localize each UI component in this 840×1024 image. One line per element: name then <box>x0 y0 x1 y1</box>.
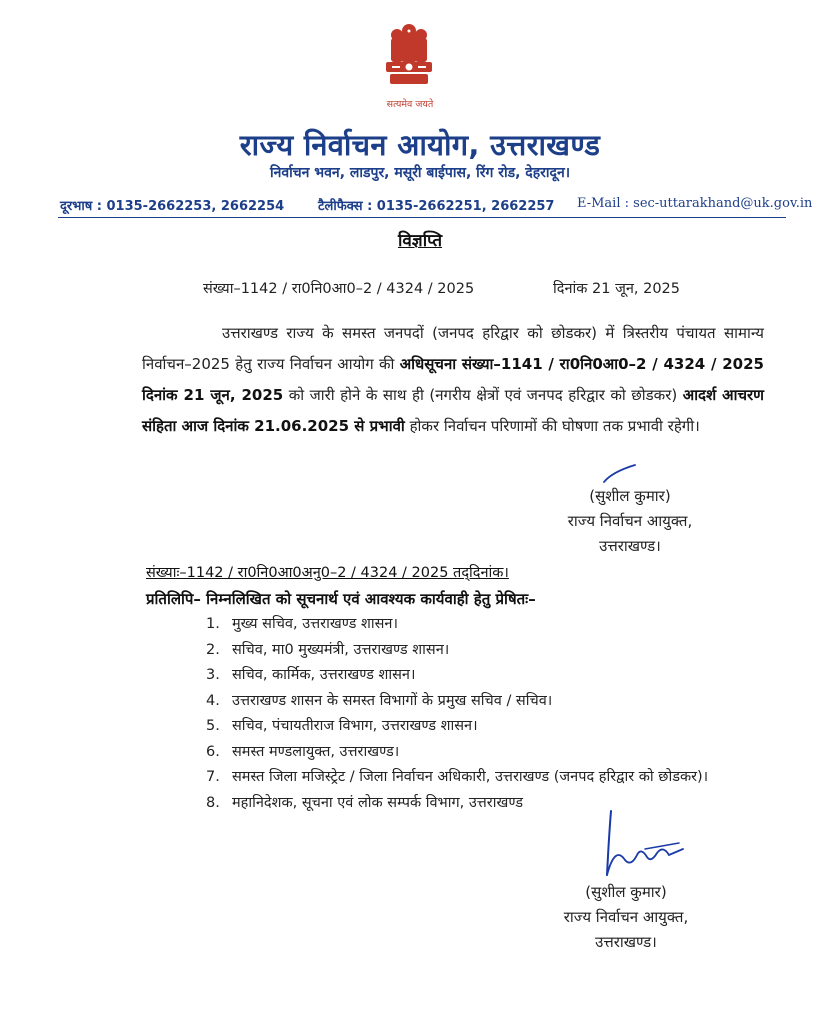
copy-signatory-name: (सुशील कुमार) <box>585 883 667 901</box>
list-item: 4. उत्तराखण्ड शासन के समस्त विभागों के प्रमुख सचिव / सचिव। <box>206 692 553 709</box>
copy-signatory-state: उत्तराखण्ड। <box>595 933 657 951</box>
body-text-2: को जारी होने के साथ ही (नगरीय क्षेत्रों एवं जनपद हरिद्वार को छोडकर) <box>283 386 683 404</box>
copy-signatory-designation: राज्य निर्वाचन आयुक्त, <box>563 908 689 926</box>
signatory-name: (सुशील कुमार) <box>589 487 671 505</box>
notice-body <box>142 318 764 442</box>
list-item: 2. सचिव, मा0 मुख्यमंत्री, उत्तराखण्ड शासन। <box>206 641 450 658</box>
body-text-1: उत्तराखण्ड राज्य के समस्त जनपदों (जनपद हरिद्वार को छोडकर) में त्रिस्तरीय पंचायत सामान्य निर्वाचन–2025 हेतु राज्य निर्वाचन आयोग की <box>142 324 764 373</box>
organization-address: निर्वाचन भवन, लाडपुर, मसूरी बाईपास, रिंग रोड, देहरादून। <box>269 165 571 181</box>
notice-date: दिनांक 21 जून, 2025 <box>553 281 680 297</box>
copy-signature-block <box>496 880 756 955</box>
copy-reference-text: संख्याः–1142 / रा0नि0आ0अनु0–2 / 4324 / 2025 तद्‌दिनांक। <box>146 565 509 581</box>
signature-block <box>500 484 760 559</box>
reference-number: संख्या–1142 / रा0नि0आ0–2 / 4324 / 2025 <box>203 281 475 297</box>
email-address: E-Mail : sec-uttarakhand@uk.gov.in <box>577 196 813 211</box>
emblem-motto: सत्यमेव जयते <box>386 99 434 110</box>
list-item: 3. सचिव, कार्मिक, उत्तराखण्ड शासन। <box>206 667 416 683</box>
copy-intro: प्रतिलिपि– निम्नलिखित को सूचनार्थ एवं आवश्यक कार्यवाही हेतु प्रेषितः– <box>146 590 536 608</box>
handwritten-signature <box>585 805 695 885</box>
list-item: 1. मुख्य सचिव, उत्तराखण्ड शासन। <box>206 616 398 632</box>
body-text-3: होकर निर्वाचन परिणामों की घोषणा तक प्रभावी रहेगी। <box>404 417 700 435</box>
phone-numbers: दूरभाष : 0135-2662253, 2662254 <box>60 199 285 214</box>
list-item: 6. समस्त मण्डलायुक्त, उत्तराखण्ड। <box>206 743 400 760</box>
state-emblem-icon <box>374 20 444 92</box>
organization-name: राज्य निर्वाचन आयोग, उत्तराखण्ड <box>239 128 601 162</box>
fax-numbers: टैलीफैक्स : 0135-2662251, 2662257 <box>318 199 555 214</box>
list-item: 8. महानिदेशक, सूचना एवं लोक सम्पर्क विभाग, उत्तराखण्ड <box>206 794 523 811</box>
list-item: 5. सचिव, पंचायतीराज विभाग, उत्तराखण्ड शासन। <box>206 718 478 734</box>
signatory-designation: राज्य निर्वाचन आयुक्त, <box>567 512 693 530</box>
body-bold-notification: अधिसूचना संख्या–1141 / रा0नि0आ0–2 / 4324 / 2025 दिनांक 21 जून, 2025 <box>142 355 764 404</box>
copy-reference-line <box>146 562 509 582</box>
list-item: 7. समस्त जिला मजिस्ट्रेट / जिला निर्वाचन अधिकारी, उत्तराखण्ड (जनपद हरिद्वार को छोडकर)। <box>206 769 709 785</box>
signature-mark <box>602 462 638 486</box>
header-divider <box>58 217 786 218</box>
body-bold-code-of-conduct: आदर्श आचरण संहिता आज दिनांक 21.06.2025 से प्रभावी <box>142 386 764 435</box>
notice-title <box>0 228 840 251</box>
signatory-state: उत्तराखण्ड। <box>599 537 661 555</box>
recipient-list <box>206 612 776 816</box>
notice-title-text: विज्ञप्ति <box>397 231 443 251</box>
